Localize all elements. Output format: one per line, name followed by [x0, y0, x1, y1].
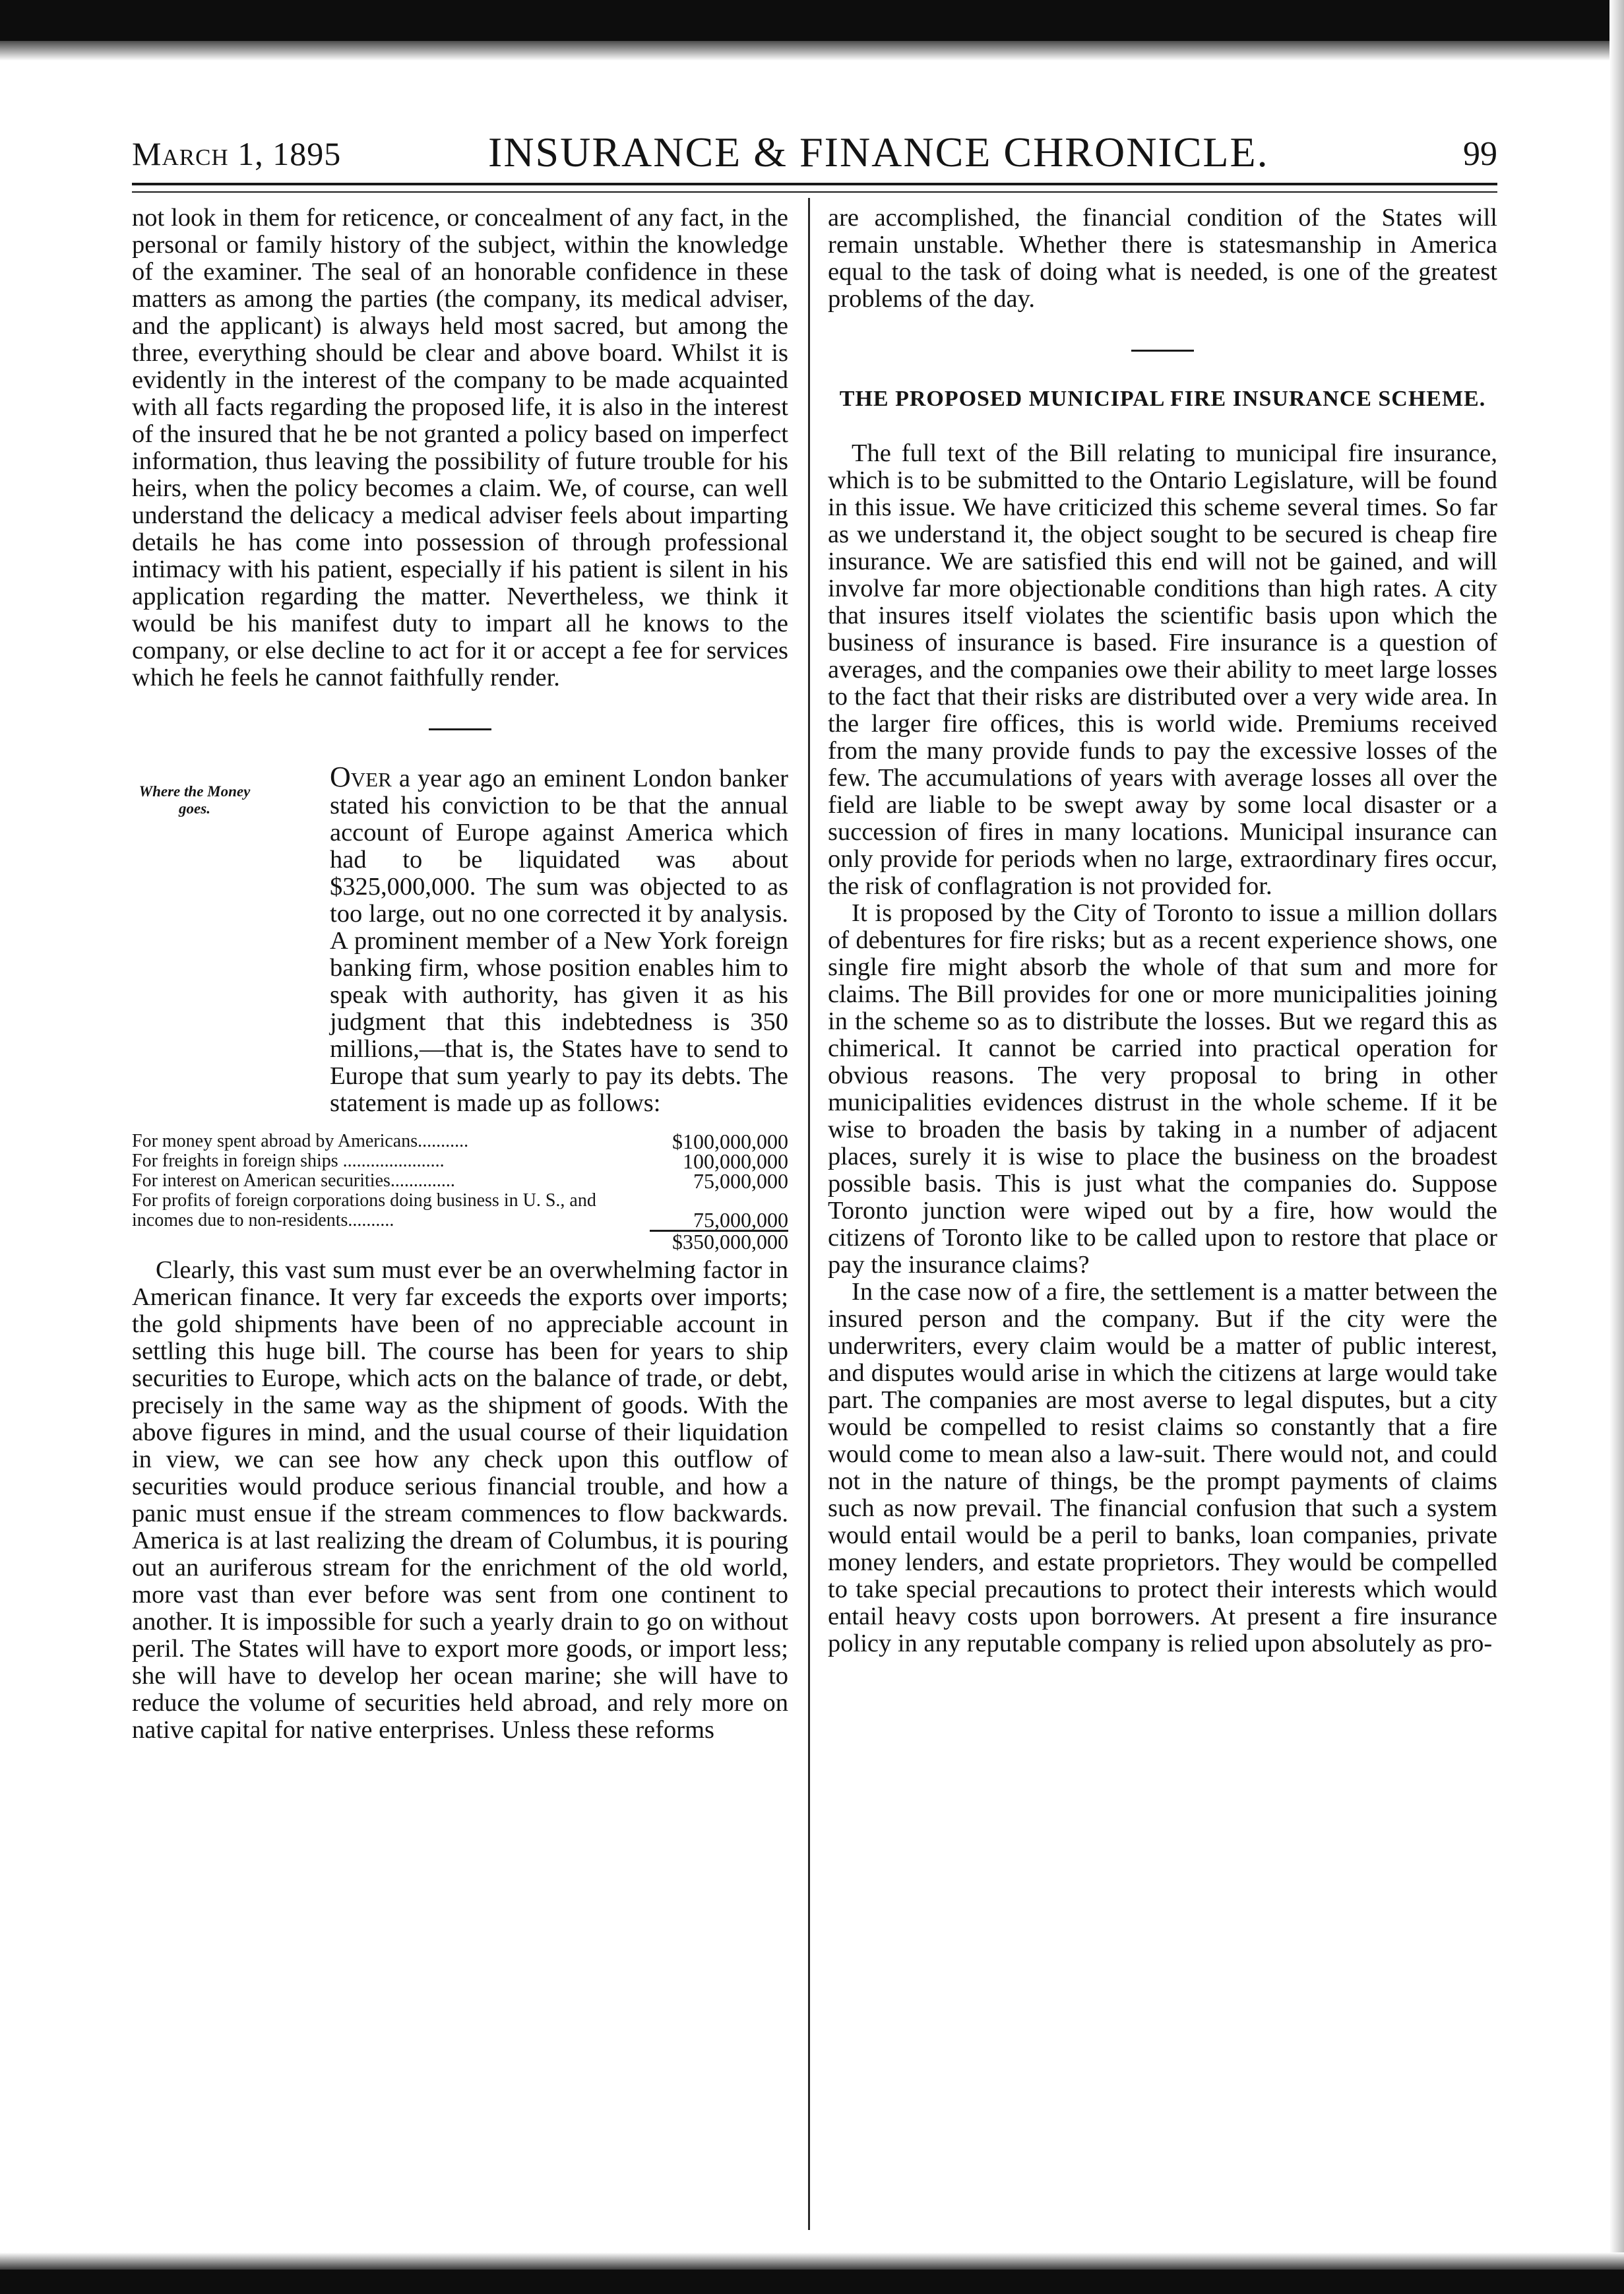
right-column: [828, 205, 1497, 1657]
scan-bottom-border: [0, 2270, 1624, 2294]
page-header: [132, 125, 1497, 178]
continued-paragraph: not look in them for reticence, or concealment of any fact, in the personal or family history of the subject, within the knowledge of the examiner. The seal of an honorable confidence in these matters as among the parties (the company, its medical adviser, and the applicant) is always held most sacred, but among the three, everything should be clear and above board. Whilst it is evidently in the interest of the company to be made acquainted with all facts regarding the proposed life, it is also in the interest of the insured that he be not granted a policy based on imperfect information, thus leaving the possibility of future trouble for his heirs, when the policy becomes a claim. We, of course, can well understand the delicacy a medical adviser feels about imparting details he has come into possession of through professional intimacy with his patient, especially if his patient is silent in his application regarding the matter. Nevertheless, we think it would be his manifest duty to impart all he knows to the company, or else decline to act for it or accept a fee for services which he feels he cannot faithfully render.: [132, 204, 788, 691]
ledger-amount: 75,000,000: [693, 1207, 788, 1232]
ledger-label: For interest on American securities..............: [132, 1170, 455, 1191]
scan-bottom-shadow: [0, 2252, 1624, 2270]
header-rule-thick: [132, 183, 1497, 185]
continued-paragraph: are accomplished, the financial condition of the States will remain unstable. Whether there is statesmanship in America equal to the task of doing what is needed, is one of the greatest problems of the day.: [828, 204, 1497, 313]
article-body-paragraph: Clearly, this vast sum must ever be an overwhelming factor in American finance. It very far exceeds the exports over imports; the gold shipments have been of no appreciable account in settling this huge bill. The course has been for years to ship securities to Europe, which acts on the balance of trade, or debt, precisely in the same way as the shipment of goods. With the above figures in mind, and the usual course of their liquidation in view, we can see how any check upon this outflow of securities would produce serious financial trouble, and how a panic must ensue if the stream commences to flow backwards. America is at last realizing the dream of Columbus, it is pouring out an auriferous stream for the enrichment of the old world, more vast than ever before was sent from one continent to another. It is impossible for such a yearly drain to go on without peril. The States will have to export more goods, or import less; she will have to develop her ocean marine; she will have to reduce the volume of securities held abroad, and rely more on native capital for native enterprises. Unless these reforms: [132, 1256, 788, 1744]
ledger-total-row: [132, 1230, 788, 1252]
marginal-sidenote: Where the Money goes.: [139, 783, 251, 817]
ledger-label: For freights in foreign ships ......................: [132, 1151, 445, 1171]
article-paragraph: The full text of the Bill relating to municipal fire insurance, which is to be submitted to the Ontario Legislature, will be found in this issue. We have criticized this scheme several times. So far as we understand it, the object sought to be secured is cheap fire insurance. We are satisfied this end will not be gained, and will involve far more objectionable conditions than high rates. A city that insures itself violates the scientific basis upon which the business of insurance is based. Fire insurance is a question of averages, and the companies owe their ability to meet large losses to the fact that their risks are distributed over a very wide area. In the larger fire offices, this is world wide. Premiums received from the many provide funds to pay the excessive losses of the few. The accumulations of years with average losses all over the field are liable to be swept away by some local disaster or a succession of fires in many locations. Municipal insurance can only provide for periods when no large, extraordinary fires occur, the risk of conflagration is not provided for.: [828, 439, 1497, 900]
ledger-amount: 100,000,000: [683, 1149, 788, 1173]
page-number: 99: [1463, 135, 1497, 173]
lead-word: Over: [330, 761, 392, 793]
ledger-row: [132, 1191, 788, 1230]
article-separator: [429, 728, 491, 730]
ledger-total: $350,000,000: [650, 1230, 788, 1252]
section-heading: THE PROPOSED MUNICIPAL FIRE INSURANCE SCHEME.: [839, 387, 1486, 411]
ledger-amount: $100,000,000: [672, 1130, 788, 1153]
publication-title: INSURANCE & FINANCE CHRONICLE.: [488, 129, 1269, 175]
ledger-amount: 75,000,000: [693, 1169, 788, 1193]
article-separator: [1131, 350, 1194, 352]
scan-right-edge: [1609, 0, 1624, 2294]
lead-text: a year ago an eminent London banker stated his conviction to be that the annual account of Europe against America which had to be liquidated was about $325,000,000. The sum was objected to as too large, out no one corrected it by analysis. A prominent member of a New York foreign banking firm, whose position enables him to speak with authority, has given it as his judgment that this indebtedness is 350 millions,—that is, the States have to send to Europe that sum yearly to pay its debts. The statement is made up as follows:: [330, 765, 788, 1117]
debt-ledger-table: [132, 1131, 788, 1252]
article-where-the-money-goes: [132, 763, 788, 1744]
article-lead-paragraph: [330, 763, 788, 1117]
ledger-label: For money spent abroad by Americans...........: [132, 1131, 469, 1151]
header-rule-thin: [132, 191, 1497, 193]
ledger-label: For profits of foreign corporations doing business in U. S., and incomes due to non-residents..........: [132, 1190, 596, 1230]
ledger-row: [132, 1151, 788, 1171]
article-paragraph: In the case now of a fire, the settlement is a matter between the insured person and the company. But if the city were the underwriters, every claim would be a matter of public interest, and disputes would arise in which the citizens at large would take part. The companies are most averse to legal disputes, but a city would be compelled to resist claims so constantly that a fire would come to mean also a law-suit. There would not, and could not in the nature of things, be the prompt payments of claims such as now prevail. The financial confusion that such a system would entail would be a peril to banks, loan companies, private money lenders, and estate proprietors. They would be compelled to take special precautions to protect their interests which would entail heavy costs upon borrowers. At present a fire insurance policy in any reputable company is relied upon absolutely as pro-: [828, 1278, 1497, 1657]
scan-top-shadow: [0, 41, 1624, 61]
article-paragraph: It is proposed by the City of Toronto to issue a million dollars of debentures for fire risks; but as a recent experience shows, one single fire might absorb the whole of that sum and more for claims. The Bill provides for one or more municipalities joining in the scheme so as to distribute the losses. But we regard this as chimerical. It cannot be carried into practical operation for obvious reasons. The very proposal to bring in other municipalities evidences distrust in the whole scheme. If it be wise to broaden the basis by taking in a number of adjacent places, surely it is wise to place the business on the broadest possible basis. This is just what the companies do. Suppose Toronto junction were wiped out by a fire, how would the citizens of Toronto like to be called upon to restore that place or pay the insurance claims?: [828, 899, 1497, 1279]
scan-top-border: [0, 0, 1624, 41]
ledger-row: [132, 1171, 788, 1191]
issue-date: March 1, 1895: [132, 135, 342, 172]
ledger-row: [132, 1131, 788, 1151]
column-divider: [808, 198, 810, 2230]
left-column: [132, 205, 788, 1744]
